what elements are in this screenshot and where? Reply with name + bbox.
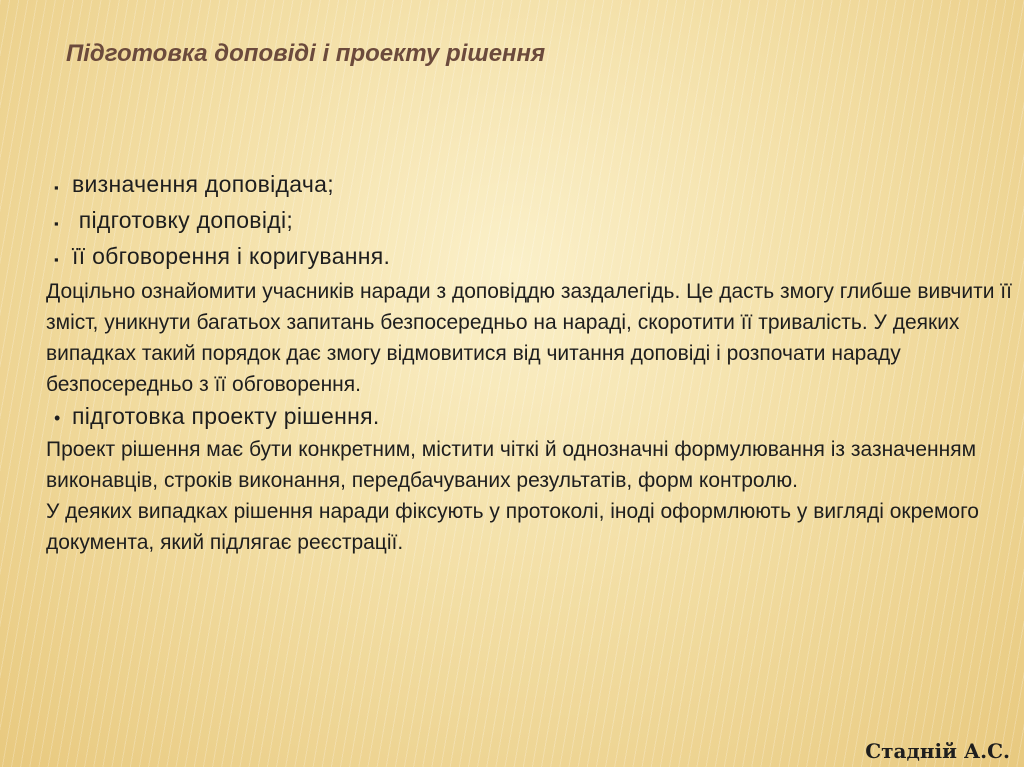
paragraph: Доцільно ознайомити учасників наради з доповіддю заздалегідь. Це дасть змогу глибше вивчити її зміст, уникнути багатьох запитань безпосередньо на нараді, скоротити її тривалість. У деяких випадках такий порядок дає змогу відмовитися від читання доповіді і розпочати нараду безпосередньо з її обговорення. <box>46 280 1012 396</box>
bullet-item <box>46 204 1016 240</box>
paragraph: Проект рішення має бути конкретним, містити чіткі й однозначні формулювання із зазначенням виконавців, строків виконання, передбачуваних результатів, форм контролю. <box>46 438 977 492</box>
paragraph: У деяких випадках рішення наради фіксують у протоколі, іноді оформлюють у вигляді окремого документа, який підлягає реєстрації. <box>46 500 979 554</box>
bullet-text: її обговорення і коригування. <box>72 243 391 269</box>
bullet-text: підготовка проекту рішення. <box>72 403 380 429</box>
bullet-text: визначення доповідача; <box>72 171 334 197</box>
square-bullet-icon: ▪ <box>54 252 59 267</box>
bullet-item <box>46 400 1016 434</box>
bullet-item <box>46 168 1016 204</box>
bullet-item <box>46 240 1016 276</box>
author-signature: Стадній А.С. <box>865 739 1010 763</box>
square-bullet-icon: ▪ <box>54 180 59 195</box>
slide-title: Підготовка доповіді і проекту рішення <box>66 40 546 67</box>
slide-content <box>46 168 1016 558</box>
square-bullet-icon: ▪ <box>54 216 59 231</box>
bullet-text: підготовку доповіді; <box>72 207 294 233</box>
round-bullet-icon: • <box>54 408 61 428</box>
